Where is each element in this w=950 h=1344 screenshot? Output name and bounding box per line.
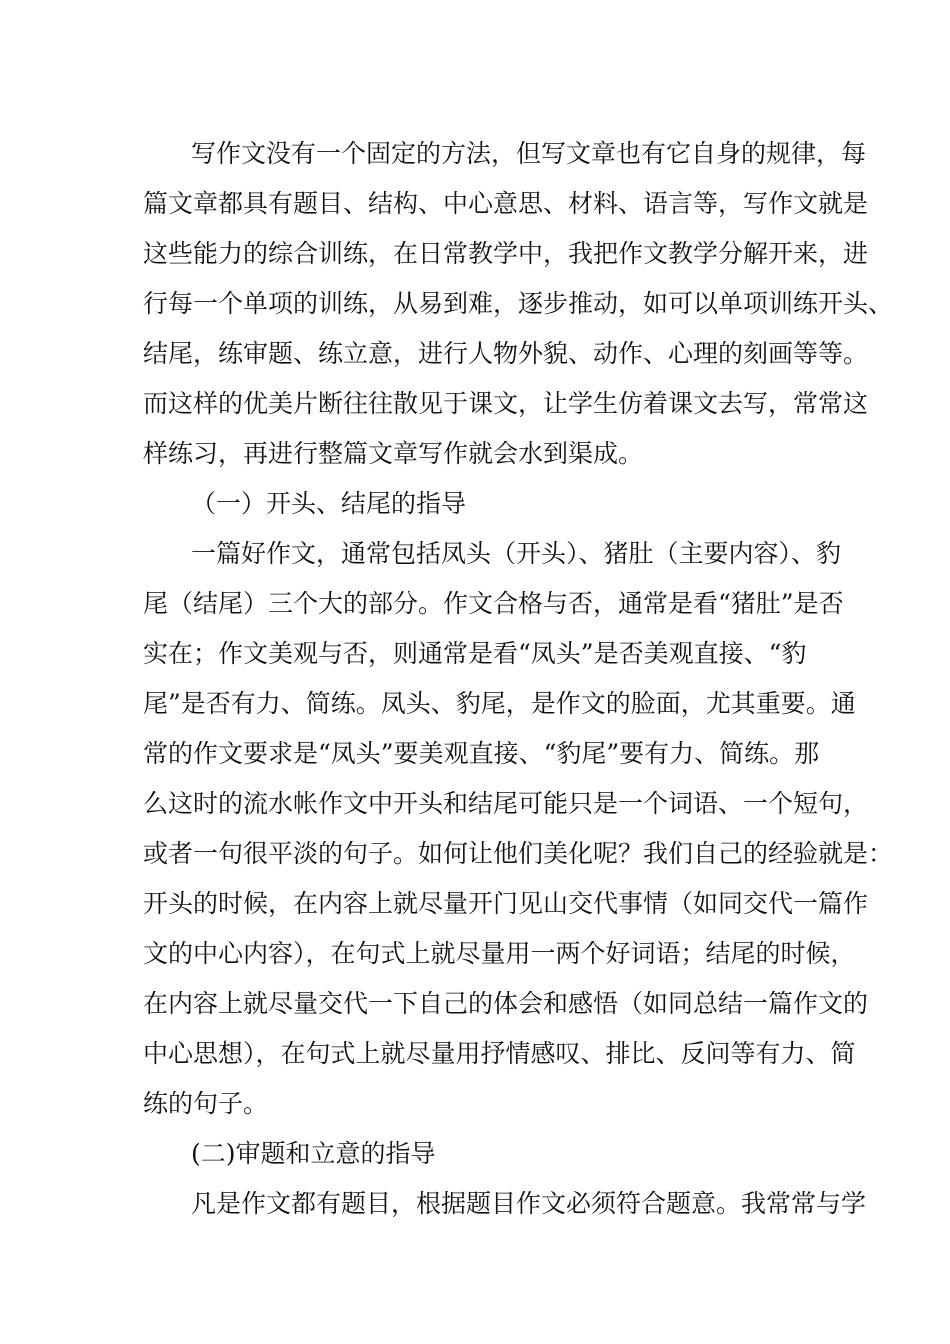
- paragraph-1-line-4: 行每一个单项的训练，从易到难，逐步推动，如可以单项训练开头、: [143, 289, 894, 318]
- paragraph-2-line-12: 练的句子。: [143, 1089, 269, 1118]
- paragraph-2-line-10: 在内容上就尽量交代一下自己的体会和感悟（如同总结一篇作文的: [143, 989, 869, 1018]
- paragraph-2-line-4: 尾”是否有力、简练。凤头、豹尾，是作文的脸面，尤其重要。通: [143, 689, 856, 718]
- paragraph-3-line-1: 凡是作文都有题目，根据题目作文必须符合题意。我常常与学: [191, 1189, 867, 1218]
- paragraph-1-line-1: 写作文没有一个固定的方法，但写文章也有它自身的规律，每: [191, 139, 867, 168]
- paragraph-1-line-6: 而这样的优美片断往往散见于课文，让学生仿着课文去写，常常这: [143, 389, 869, 418]
- paragraph-2-line-7: 或者一句很平淡的句子。如何让他们美化呢？我们自己的经验就是：: [143, 839, 894, 868]
- paragraph-2-line-1: 一篇好作文，通常包括凤头（开头）、猪肚（主要内容）、豹: [191, 539, 842, 568]
- paragraph-2-line-5: 常的作文要求是“凤头”要美观直接、“豹尾”要有力、简练。那: [143, 739, 820, 768]
- paragraph-1-line-3: 这些能力的综合训练，在日常教学中，我把作文教学分解开来，进: [143, 239, 869, 268]
- paragraph-2-line-2: 尾（结尾）三个大的部分。作文合格与否，通常是看“猪肚”是否: [143, 589, 844, 618]
- section-heading-1: （一）开头、结尾的指导: [191, 489, 467, 518]
- paragraph-1-line-2: 篇文章都具有题目、结构、中心意思、材料、语言等，写作文就是: [143, 189, 869, 218]
- paragraph-2-line-8: 开头的时候，在内容上就尽量开门见山交代事情（如同交代一篇作: [143, 889, 869, 918]
- paragraph-2-line-9: 文的中心内容），在句式上就尽量用一两个好词语；结尾的时候，: [143, 939, 856, 968]
- section-heading-2: (二)审题和立意的指导: [191, 1139, 436, 1168]
- paragraph-2-line-3: 实在；作文美观与否，则通常是看“凤头”是否美观直接、“豹: [143, 639, 807, 668]
- paragraph-2-line-11: 中心思想），在句式上就尽量用抒情感叹、排比、反问等有力、简: [143, 1039, 856, 1068]
- paragraph-1-line-5: 结尾，练审题、练立意，进行人物外貌、动作、心理的刻画等等。: [143, 339, 869, 368]
- paragraph-1-line-7: 样练习，再进行整篇文章写作就会水到渠成。: [143, 439, 644, 468]
- paragraph-2-line-6: 么这时的流水帐作文中开头和结尾可能只是一个词语、一个短句，: [143, 789, 869, 818]
